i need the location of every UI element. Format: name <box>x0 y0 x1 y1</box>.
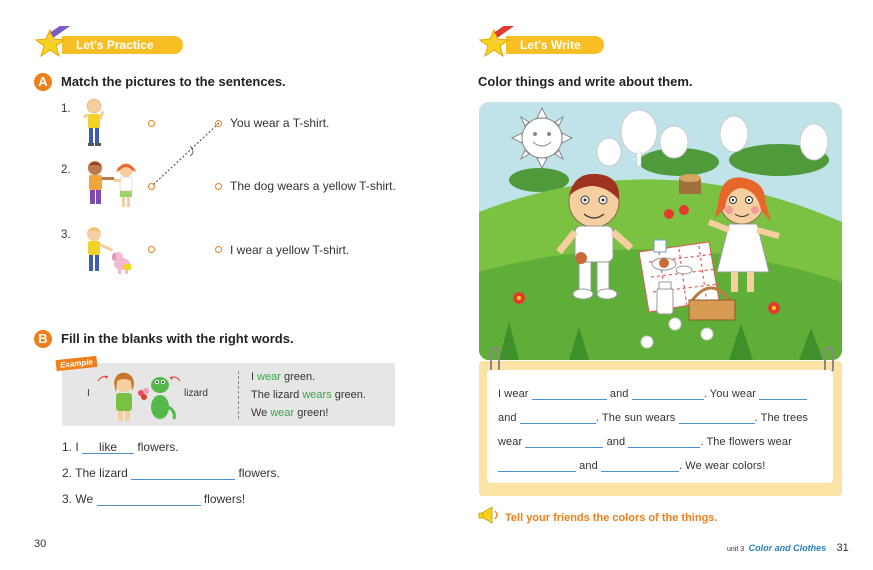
example-tag: Example <box>56 356 98 371</box>
match-dot-right[interactable] <box>215 246 222 253</box>
boy-and-girl-picture <box>80 158 142 214</box>
picnic-scene-picture <box>479 102 842 360</box>
lets-write-badge: Let's Write <box>506 36 604 54</box>
footer-unit: unit 3 <box>727 546 745 553</box>
exercise-2: 2. The lizard flowers. <box>62 466 280 480</box>
footer-right <box>727 538 849 556</box>
page-number-left: 30 <box>34 538 47 550</box>
example-line-1: I wear green. <box>251 371 316 383</box>
section-b-marker: B <box>34 330 52 348</box>
page-number-right: 31 <box>836 542 849 554</box>
answer-blank[interactable]: like <box>82 440 134 454</box>
write-blank[interactable] <box>628 435 700 448</box>
example-label-i: I <box>87 388 90 399</box>
pencil-star-icon <box>478 26 518 60</box>
lets-write-header <box>478 30 608 60</box>
match-dot-left[interactable] <box>148 246 155 253</box>
match-sentence: I wear a yellow T-shirt. <box>230 243 350 257</box>
write-line-3: wear and . The flowers wear <box>498 436 792 448</box>
tip-text: Tell your friends the colors of the things. <box>505 512 718 524</box>
writing-board <box>479 361 842 496</box>
pencil-star-icon <box>34 26 74 60</box>
example-line-3: We wear green! <box>251 407 329 419</box>
match-sentence: You wear a T-shirt. <box>230 116 330 130</box>
section-a-marker: A <box>34 73 52 91</box>
answer-blank[interactable] <box>97 492 201 506</box>
item-number: 3. <box>61 229 71 241</box>
write-blank[interactable] <box>759 387 807 400</box>
write-blank[interactable] <box>679 411 755 424</box>
exercise-1: 1. I like flowers. <box>62 440 179 454</box>
footer-title: Color and Clothes <box>748 543 827 553</box>
write-instruction: Color things and write about them. <box>478 74 693 89</box>
item-number: 2. <box>61 164 71 176</box>
write-blank[interactable] <box>520 411 596 424</box>
example-divider <box>238 371 239 419</box>
megaphone-icon <box>478 505 502 527</box>
write-blank[interactable] <box>498 459 576 472</box>
item-number: 1. <box>61 103 71 115</box>
writing-paper <box>487 370 833 483</box>
write-line-4: and . We wear colors! <box>498 459 765 472</box>
lets-practice-header <box>34 30 184 60</box>
example-label-lizard: lizard <box>184 388 208 399</box>
example-box <box>59 357 395 426</box>
boy-waving-picture <box>80 97 110 149</box>
write-blank[interactable] <box>632 387 704 400</box>
write-blank[interactable] <box>525 435 603 448</box>
example-match-line <box>150 120 220 190</box>
answer-blank[interactable] <box>131 466 235 480</box>
exercise-3: 3. We flowers! <box>62 492 246 506</box>
section-b-instruction: Fill in the blanks with the right words. <box>61 331 294 346</box>
boy-with-dog-picture <box>80 224 136 278</box>
example-line-2: The lizard wears green. <box>251 389 366 401</box>
match-sentence: The dog wears a yellow T-shirt. <box>230 179 396 193</box>
write-blank[interactable] <box>532 387 607 400</box>
section-a-instruction: Match the pictures to the sentences. <box>61 74 286 89</box>
write-line-2: and . The sun wears . The trees <box>498 412 809 424</box>
write-blank[interactable] <box>601 459 679 472</box>
girl-and-lizard-picture <box>94 367 184 423</box>
lets-practice-badge: Let's Practice <box>62 36 183 54</box>
write-line-1: I wear and . You wear <box>498 387 807 400</box>
